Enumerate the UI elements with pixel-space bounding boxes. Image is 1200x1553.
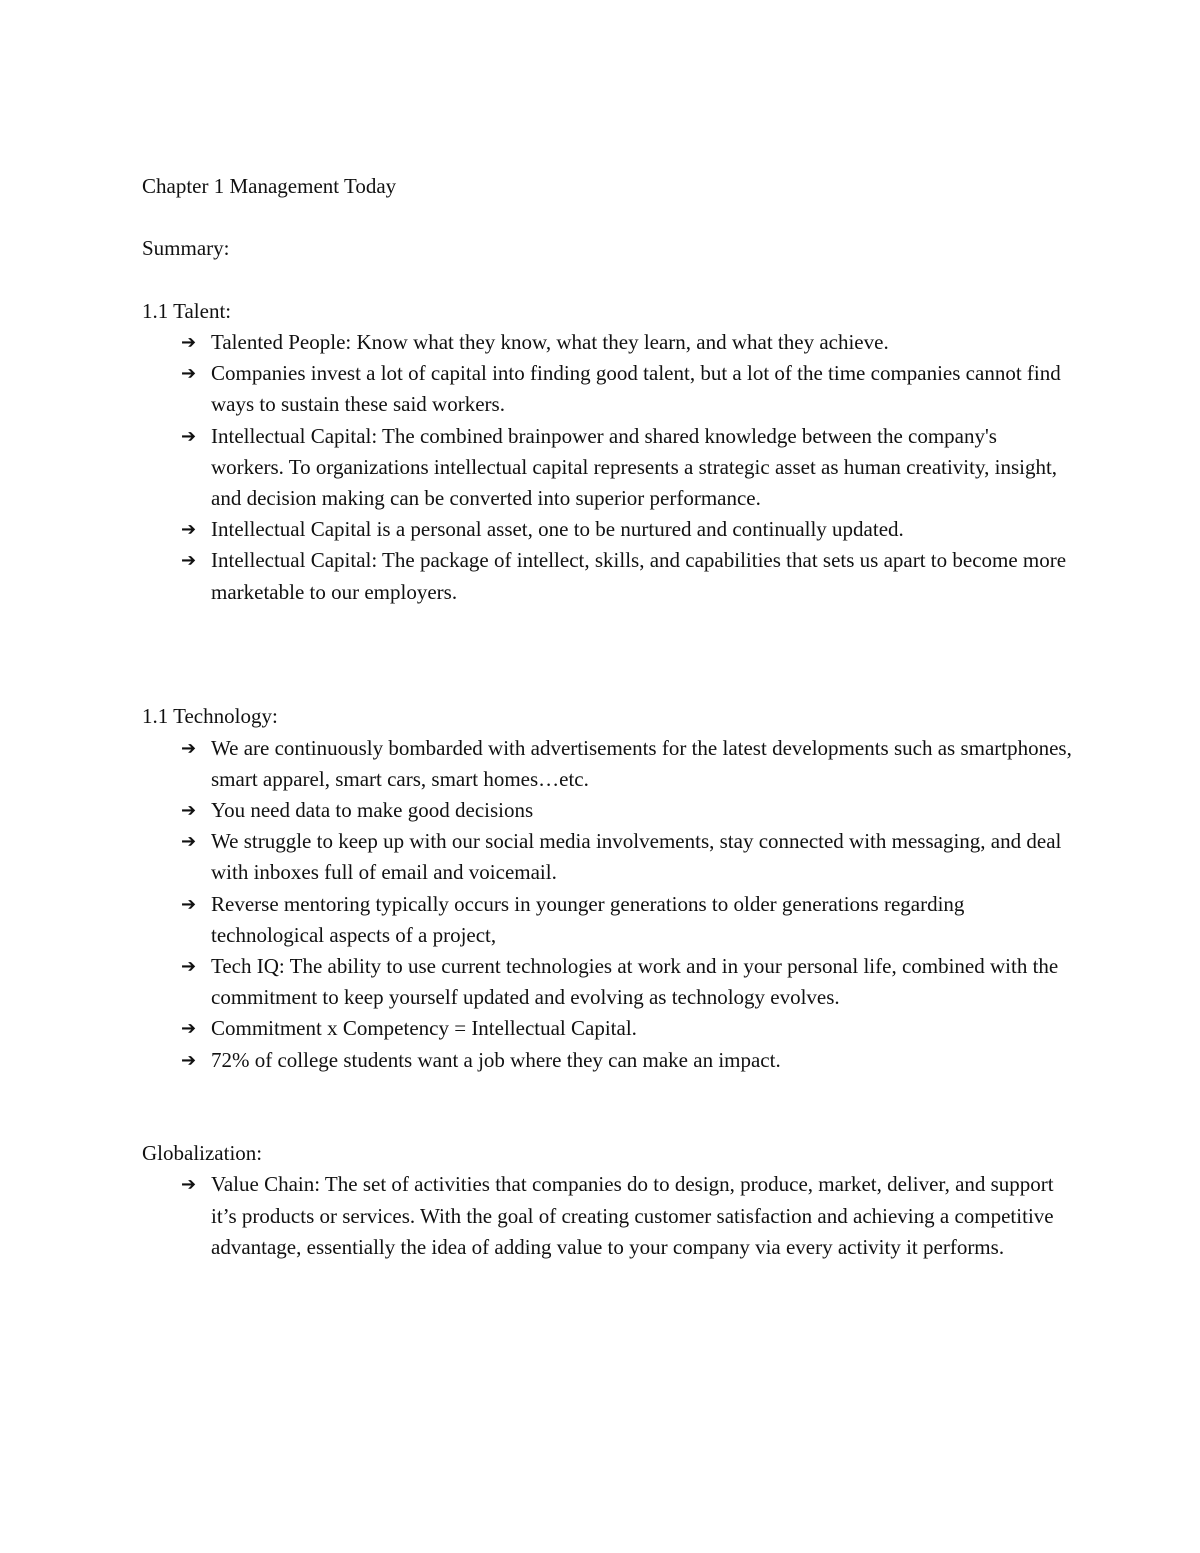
- arrow-bullet-icon: ➔: [181, 363, 197, 385]
- document-title: Chapter 1 Management Today: [142, 174, 397, 198]
- globalization-bullet-list: [142, 1169, 1072, 1263]
- list-item: [142, 795, 1072, 826]
- summary-label: Summary:: [142, 236, 230, 261]
- list-item: [142, 514, 1072, 545]
- arrow-bullet-icon: ➔: [181, 519, 197, 541]
- list-item-text: We struggle to keep up with our social media involvements, stay connected with messaging, and deal with inboxes full of email and voicemail.: [211, 829, 1062, 885]
- arrow-bullet-icon: ➔: [181, 1049, 197, 1071]
- section-heading-technology: 1.1 Technology:: [142, 704, 278, 729]
- list-item: [142, 545, 1072, 607]
- arrow-bullet-icon: ➔: [181, 1174, 197, 1196]
- list-item: [142, 327, 1072, 358]
- arrow-bullet-icon: ➔: [181, 831, 197, 853]
- arrow-bullet-icon: ➔: [181, 800, 197, 821]
- list-item-text: We are continuously bombarded with advertisements for the latest developments such as smartphones, smart apparel, smart cars, smart homes…etc.: [211, 735, 1072, 791]
- list-item: [142, 1169, 1072, 1263]
- arrow-bullet-icon: ➔: [181, 893, 197, 915]
- list-item-text: Companies invest a lot of capital into finding good talent, but a lot of the time companies cannot find ways to sustain these said workers.: [211, 361, 1061, 417]
- arrow-bullet-icon: ➔: [181, 425, 197, 447]
- document-page: [142, 171, 1072, 1263]
- arrow-bullet-icon: ➔: [181, 737, 197, 759]
- list-item: [142, 826, 1072, 888]
- list-item: [142, 1045, 1072, 1076]
- arrow-bullet-icon: ➔: [181, 550, 197, 572]
- list-item: [142, 951, 1072, 1013]
- talent-bullet-list: [142, 327, 1072, 608]
- technology-bullet-list: [142, 733, 1072, 1076]
- list-item: [142, 358, 1072, 420]
- arrow-bullet-icon: ➔: [181, 956, 197, 978]
- list-item-text: Intellectual Capital: The package of intellect, skills, and capabilities that sets us apart to become more marketable to our employers.: [211, 548, 1067, 604]
- list-item-text: You need data to make good decisions: [211, 798, 534, 822]
- list-item-text: Value Chain: The set of activities that companies do to design, produce, market, deliver, and support it’s products or services. With the goal of creating customer satisfaction and achieving a competitive advantage, essentially the idea of adding value to your company via every activity it performs.: [211, 1172, 1054, 1259]
- list-item: [142, 733, 1072, 795]
- list-item-text: Tech IQ: The ability to use current technologies at work and in your personal life, combined with the commitment to keep yourself updated and evolving as technology evolves.: [211, 954, 1059, 1010]
- list-item-text: 72% of college students want a job where they can make an impact.: [211, 1047, 781, 1072]
- list-item-text: Intellectual Capital: The combined brainpower and shared knowledge between the company's workers. To organizations intellectual capital represents a strategic asset as human creativity, insight, and decision making can be converted into superior performance.: [211, 423, 1058, 510]
- list-item: [142, 421, 1072, 515]
- list-item-text: Intellectual Capital is a personal asset, one to be nurtured and continually updated.: [211, 517, 904, 542]
- list-item: [142, 889, 1072, 951]
- list-item-text: Reverse mentoring typically occurs in younger generations to older generations regarding technological aspects of a project,: [211, 891, 965, 947]
- arrow-bullet-icon: ➔: [181, 331, 197, 353]
- section-heading-globalization: Globalization:: [142, 1141, 263, 1166]
- section-heading-talent: 1.1 Talent:: [142, 298, 232, 323]
- arrow-bullet-icon: ➔: [181, 1018, 197, 1040]
- list-item: [142, 1013, 1072, 1044]
- list-item-text: Talented People: Know what they know, what they learn, and what they achieve.: [211, 329, 889, 354]
- list-item-text: Commitment x Competency = Intellectual Capital.: [211, 1016, 637, 1041]
